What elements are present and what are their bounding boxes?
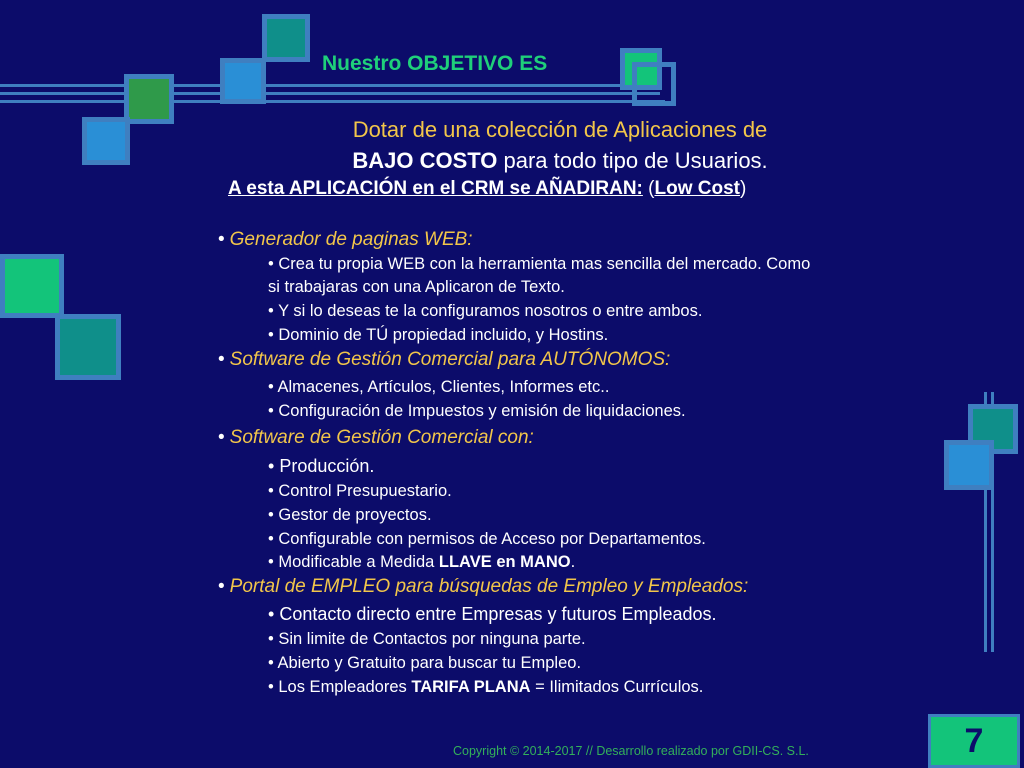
list-item-text: Crea tu propia WEB con la herramienta mas sencilla del mercado. Como bbox=[278, 255, 811, 273]
list-item-suffix: = Ilimitados Currículos. bbox=[530, 678, 704, 696]
section-title bbox=[218, 349, 670, 371]
decor-square bbox=[944, 440, 994, 490]
list-item-text: Control Presupuestario. bbox=[278, 482, 452, 500]
list-item-text: Y si lo deseas te la configuramos nosotros o entre ambos. bbox=[278, 302, 703, 320]
list-item bbox=[268, 255, 810, 274]
list-item-text: Almacenes, Artículos, Clientes, Informes etc.. bbox=[277, 378, 610, 396]
decor-square bbox=[0, 254, 64, 318]
list-item-text: Dominio de TÚ propiedad incluido, y Hostins. bbox=[278, 326, 609, 344]
section-title-text: Generador de paginas WEB: bbox=[229, 229, 473, 250]
list-item bbox=[268, 402, 686, 421]
section-title-text: Software de Gestión Comercial para AUTÓNOMOS: bbox=[229, 349, 671, 370]
bullet: • bbox=[218, 576, 225, 597]
section-title bbox=[218, 229, 473, 251]
page-number: 7 bbox=[928, 714, 1020, 768]
section-title bbox=[218, 427, 534, 449]
decor-square bbox=[55, 314, 121, 380]
intro-text bbox=[260, 114, 860, 176]
subheading bbox=[228, 178, 746, 200]
bullet: • bbox=[268, 378, 274, 396]
list-item-text: Contacto directo entre Empresas y futuros Empleados. bbox=[279, 604, 717, 624]
decor-square bbox=[220, 58, 266, 104]
low-cost-label: Low Cost bbox=[654, 178, 740, 199]
slide-title: Nuestro OBJETIVO ES bbox=[322, 52, 548, 75]
bullet: • bbox=[268, 255, 274, 273]
decor-square bbox=[82, 117, 130, 165]
list-item bbox=[268, 326, 608, 345]
subheading-main: A esta APLICACIÓN en el CRM se AÑADIRAN: bbox=[228, 178, 643, 199]
decor-line bbox=[0, 92, 660, 95]
intro-line-2 bbox=[260, 145, 860, 176]
paren-close: ) bbox=[740, 178, 747, 199]
section-title-text: Software de Gestión Comercial con: bbox=[229, 427, 534, 448]
bullet: • bbox=[268, 326, 274, 344]
bullet: • bbox=[268, 553, 274, 571]
list-item bbox=[268, 654, 581, 673]
bullet: • bbox=[268, 630, 274, 648]
list-item bbox=[268, 530, 706, 549]
list-item-text: Configuración de Impuestos y emisión de liquidaciones. bbox=[278, 402, 686, 420]
section-title-text: Portal de EMPLEO para búsquedas de Empleo y Empleados: bbox=[229, 576, 749, 597]
list-item-bold: LLAVE en MANO bbox=[438, 553, 571, 571]
list-item-text: Abierto y Gratuito para buscar tu Empleo. bbox=[277, 654, 582, 672]
list-item bbox=[268, 604, 717, 625]
low-cost-note bbox=[643, 178, 746, 199]
list-item-text: Configurable con permisos de Acceso por Departamentos. bbox=[278, 530, 706, 548]
list-item-text: Gestor de proyectos. bbox=[278, 506, 432, 524]
decor-square bbox=[124, 74, 174, 124]
list-item bbox=[268, 302, 702, 321]
bullet: • bbox=[268, 604, 275, 624]
bullet: • bbox=[268, 482, 274, 500]
section-title bbox=[218, 576, 748, 598]
bullet: • bbox=[268, 402, 274, 420]
list-item bbox=[268, 378, 609, 397]
list-item bbox=[268, 482, 452, 501]
bullet: • bbox=[218, 427, 225, 448]
bullet: • bbox=[268, 506, 274, 524]
decor-square bbox=[262, 14, 310, 62]
list-item bbox=[268, 630, 586, 649]
list-item-continuation: si trabajaras con una Aplicaron de Texto. bbox=[268, 278, 565, 296]
intro-bold: BAJO COSTO bbox=[352, 148, 498, 173]
list-item-text: Los Empleadores bbox=[278, 678, 412, 696]
paren-open: ( bbox=[642, 178, 655, 199]
bullet: • bbox=[268, 302, 274, 320]
decor-line bbox=[0, 100, 665, 103]
bullet: • bbox=[218, 349, 225, 370]
bullet: • bbox=[268, 530, 274, 548]
bullet: • bbox=[268, 456, 275, 476]
decor-square bbox=[632, 62, 676, 106]
list-item bbox=[268, 456, 374, 477]
list-item-text: Modificable a Medida bbox=[278, 553, 439, 571]
list-item bbox=[268, 506, 432, 525]
decor-line bbox=[0, 84, 660, 87]
list-item-text: Sin limite de Contactos por ninguna parte. bbox=[278, 630, 586, 648]
list-item bbox=[268, 553, 575, 572]
copyright-text: Copyright © 2014-2017 // Desarrollo realizado por GDII-CS. S.L. bbox=[453, 744, 809, 758]
list-item-bold: TARIFA PLANA bbox=[411, 678, 531, 696]
bullet: • bbox=[268, 654, 274, 672]
list-item bbox=[268, 678, 703, 697]
intro-line-1: Dotar de una colección de Aplicaciones de bbox=[352, 117, 768, 142]
bullet: • bbox=[268, 678, 274, 696]
bullet: • bbox=[218, 229, 225, 250]
list-item-suffix: . bbox=[570, 553, 576, 571]
list-item-text: Producción. bbox=[279, 456, 375, 476]
intro-line-2-rest: para todo tipo de Usuarios. bbox=[497, 148, 768, 173]
